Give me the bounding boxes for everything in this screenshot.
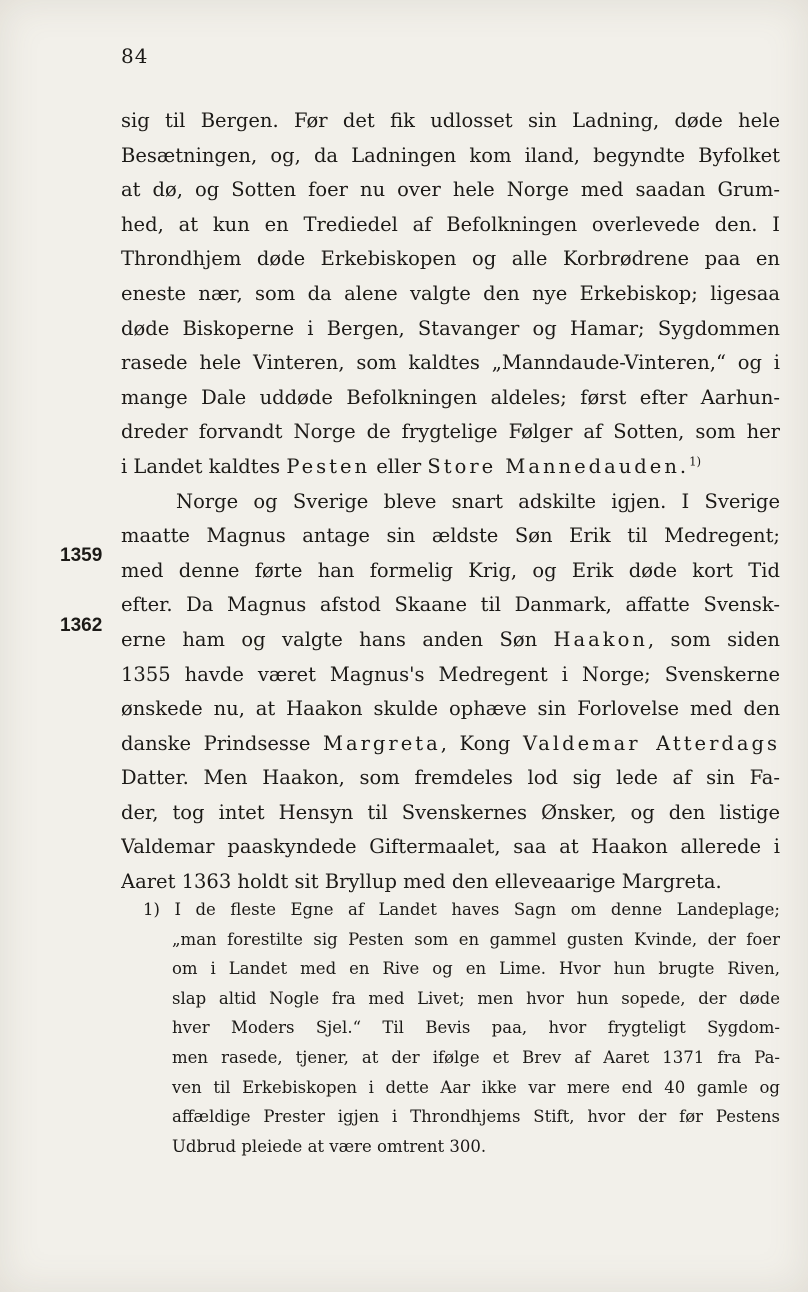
text-line: der, tog intet Hensyn til Svenskernes Ønsker, og den listige	[121, 800, 780, 824]
text-line: Besætningen, og, da Ladningen kom iland, begyndte Byfolket	[121, 143, 780, 167]
footnote-line: Udbrud pleiede at være omtrent 300.	[172, 1136, 487, 1156]
text-line: Datter. Men Haakon, som fremdeles lod sig lede af sin Fa-	[121, 766, 780, 790]
text-segment: erne ham og valgte hans anden Søn	[121, 627, 554, 651]
text-line: døde Biskoperne i Bergen, Stavanger og Hamar; Sygdommen	[121, 316, 780, 340]
footnote-line: „man forestilte sig Pesten som en gammel gusten Kvinde, der foer	[172, 929, 780, 949]
text-line: hed, at kun en Trediedel af Befolkningen overlevede den. I	[121, 212, 780, 236]
text-line-pesten	[121, 450, 780, 485]
text-line: Throndhjem døde Erkebiskopen og alle Korbrødrene paa en	[121, 247, 780, 271]
text-line: dreder forvandt Norge de frygtelige Følger af Sotten, som her	[121, 420, 780, 444]
text-segment: i Landet kaldtes	[121, 454, 287, 478]
text-line: med denne førte han formelig Krig, og Erik døde kort Tid	[121, 558, 780, 582]
text-line: eneste nær, som da alene valgte den nye Erkebiskop; ligesaa	[121, 281, 780, 305]
footnote-line: hver Moders Sjel.“ Til Bevis paa, hvor frygteligt Sygdom-	[172, 1018, 780, 1038]
spaced-term-margreta: Margreta	[323, 731, 441, 755]
main-text	[121, 104, 780, 900]
footnote-line: ven til Erkebiskopen i dette Aar ikke var mere end 40 gamle og	[172, 1077, 780, 1097]
text-line: sig til Bergen. Før det fik udlosset sin Ladning, døde hele	[121, 109, 780, 132]
footnote-line: affældige Prester igjen i Throndhjems Stift, hvor der før Pestens	[172, 1107, 780, 1127]
text-line: Aaret 1363 holdt sit Bryllup med den elleveaarige Margreta.	[121, 870, 722, 894]
text-segment: , som siden	[647, 627, 780, 651]
text-segment: eller	[370, 454, 428, 478]
text-segment: danske Prindsesse	[121, 731, 324, 755]
text-line-haakon	[121, 623, 780, 658]
text-line: Valdemar paaskyndede Giftermaalet, saa at Haakon allerede i	[121, 835, 780, 859]
footnote-line: slap altid Nogle fra med Livet; men hvor hun sopede, der døde	[172, 988, 780, 1008]
spaced-term-haakon: Haakon	[553, 627, 648, 651]
margin-year-1359: 1359	[60, 545, 103, 566]
footnote-line: men rasede, tjener, at der ifølge et Brev af Aaret 1371 fra Pa-	[172, 1047, 780, 1067]
text-line: ønskede nu, at Haakon skulde ophæve sin Forlovelse med den	[121, 697, 780, 721]
text-line: maatte Magnus antage sin ældste Søn Erik til Medregent;	[121, 524, 780, 548]
text-line: 1355 havde været Magnus's Medregent i Norge; Svenskerne	[121, 662, 780, 686]
text-line: rasede hele Vinteren, som kaldtes „Manndaude-Vinteren,“ og i	[121, 351, 780, 375]
text-segment: , Kong	[440, 731, 523, 755]
footnote-line: om i Landet med en Rive og en Lime. Hvor hun brugte Riven,	[172, 959, 780, 979]
text-line-margreta	[121, 727, 780, 762]
footnote-line: 1) I de fleste Egne af Landet haves Sagn om denne Landeplage;	[143, 900, 780, 919]
spaced-term-pesten: Pesten	[286, 454, 371, 478]
footnote	[143, 895, 780, 1161]
footnote-marker: 1)	[689, 454, 702, 469]
text-line: Norge og Sverige bleve snart adskilte igjen. I Sverige	[176, 489, 780, 513]
text-line: mange Dale uddøde Befolkningen aldeles; først efter Aarhun-	[121, 385, 780, 409]
text-line: at dø, og Sotten foer nu over hele Norge med saadan Grum-	[121, 178, 780, 202]
page-number: 84	[121, 44, 149, 68]
spaced-term-store-mannedauden: Store Mannedauden.	[427, 454, 690, 478]
margin-year-1362: 1362	[60, 615, 103, 636]
spaced-term-valdemar-atterdags: Valdemar Atterdags	[522, 731, 780, 755]
text-line: efter. Da Magnus afstod Skaane til Danmark, affatte Svensk-	[121, 593, 780, 617]
